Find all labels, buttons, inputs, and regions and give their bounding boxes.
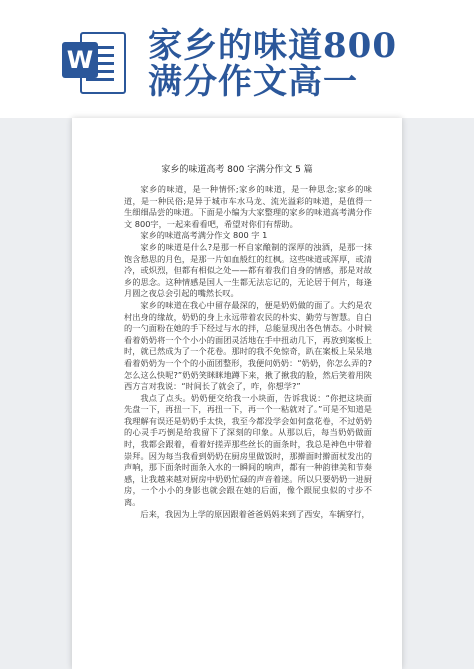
word-document-icon — [62, 28, 124, 96]
banner-title-line1: 家乡的味道800 — [148, 26, 397, 66]
paragraph: 家乡的味道是什么?是那一杯自家酿制的深厚的浊酒，是那一抹饱含愁思的月色，是那一片如血般红的红枫。这些味道或浑厚，或清冷，或炽烈，但都有相似之处——都有着我们自身的情感，那是对故乡的思念。这种情感是国人一生都无法忘记的，无论居于何片，每逢月圆之夜总会引起的嘴然长叹。 — [124, 241, 372, 299]
banner-title — [148, 28, 438, 100]
paragraph: 家乡的味道在我心中留存最深的，便是奶奶做的面了。大约是农村出身的缘故，奶奶的身上永远带着农民的朴实、勤劳与智慧。自白的一勺面粉在她的手下经过与水的拌，总能显现出各色情态。小时候看着奶奶将一个个小小的面团灵活地在手中扭动几下，再放到案板上时，就已然成为了一个花卷。那时的我不免惊奇，趴在案板上呆呆地看着奶奶为一个个的小面团整形，我便问奶奶：“奶奶，你怎么弄的?怎么这么快呢?”奶奶笑眯眯地蹲下来，揪了揪我的脸，然后笑着用陕西方言对我说：“时间长了就会了，咋，你想学?” — [124, 299, 372, 392]
word-badge: W — [62, 42, 98, 78]
document-heading: 家乡的味道高考 800 字满分作文 5 篇 — [161, 165, 313, 175]
paragraph: 我点了点头。奶奶便交给我一小块面，告诉我说：“你把这块面先盘一下，再扭一下，再扭一下，再一个一粘就对了。”可是不知道是我理解有误还是奶奶手太快，我至今都没学会如何盘花卷，不过奶奶的心灵手巧倒是给我留下了深刻的印象。从那以后，每当奶奶做面时，我都会跟着，看着好搓弄那些丝长的面条时，我总是神色中带着崇拜。因为每当我看到奶奶在厨房里做饭时，那擀面时擀面杖发出的声响，那下面条时面条入水的一瞬间的响声，都有一种韵律美和节奏感，让我越来越对厨房中奶奶忙碌的声音着迷。所以只要奶奶一进厨房，一个小小的身影也就会跟在她的后面，像个跟屁虫似的寸步不离。 — [124, 392, 372, 508]
paragraph: 家乡的味道高考满分作文 800 字 1 — [140, 230, 268, 241]
paragraph: 家乡的味道，是一种情怀;家乡的味道，是一种思念;家乡的味道，是一种民俗;是异于城市车水马龙、流光溢彩的味道，是值得一生细细品尝的味道。下面是小编为大家整理的家乡的味道高考满分作文 800字，一起来看看吧，希望对你们有帮助。 — [124, 184, 372, 229]
banner — [0, 0, 474, 118]
banner-title-line2: 满分作文高一 — [148, 62, 358, 102]
icon-line — [86, 78, 114, 81]
document-page — [72, 118, 402, 669]
document-body — [124, 184, 372, 520]
paragraph: 后来，我因为上学的原因跟着爸爸妈妈来到了西安，车辆穿行， — [140, 508, 370, 519]
